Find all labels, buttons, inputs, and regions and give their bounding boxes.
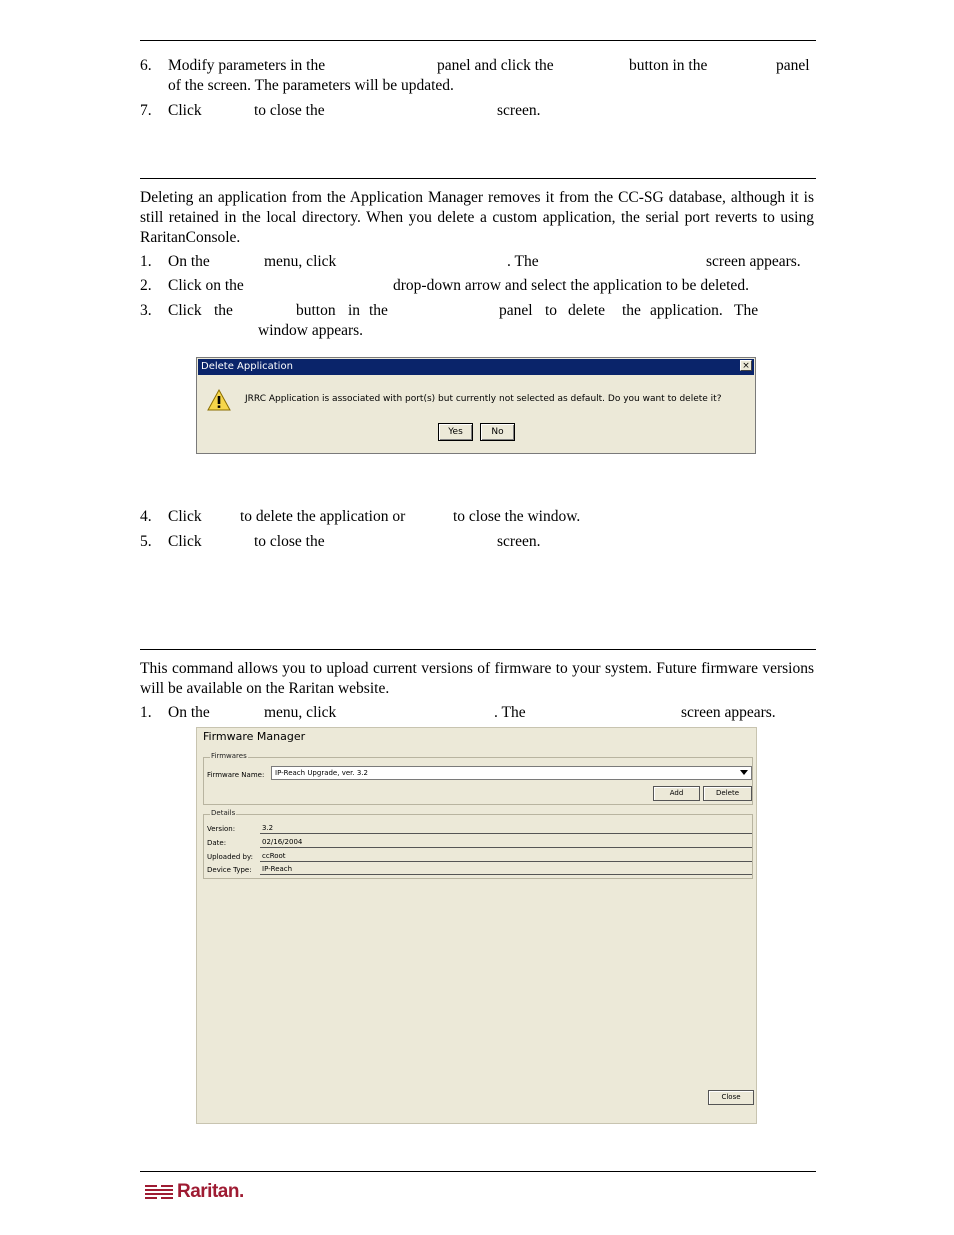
firmware-name-label: Firmware Name: bbox=[207, 771, 265, 779]
step-text: Click on the bbox=[168, 277, 244, 294]
date-field: 02/16/2004 bbox=[260, 837, 752, 848]
firmwares-group bbox=[203, 752, 753, 805]
step-text: to close the bbox=[254, 102, 325, 119]
details-group bbox=[203, 809, 753, 879]
close-button[interactable]: Close bbox=[708, 1090, 754, 1105]
step-text: Click bbox=[168, 102, 202, 119]
step-text: screen appears. bbox=[706, 253, 801, 270]
uploaded-by-field: ccRoot bbox=[260, 851, 752, 862]
step-text: panel bbox=[776, 57, 810, 74]
step-text: application. bbox=[650, 302, 723, 319]
step-number: 1. bbox=[140, 704, 152, 721]
close-icon[interactable]: × bbox=[740, 360, 752, 371]
firmware-manager-panel bbox=[196, 727, 757, 1124]
firmware-name-value: IP-Reach Upgrade, ver. 3.2 bbox=[275, 769, 368, 777]
step-text: panel bbox=[499, 302, 533, 319]
group-label: Firmwares bbox=[211, 752, 247, 760]
step-number: 6. bbox=[140, 57, 152, 74]
group-label: Details bbox=[211, 809, 236, 817]
step-text: menu, click bbox=[264, 704, 337, 721]
delete-button[interactable]: Delete bbox=[703, 786, 752, 801]
footer-rule bbox=[140, 1171, 816, 1172]
dialog-message: JRRC Application is associated with port(s) but currently not selected as default. Do you want to delete it? bbox=[245, 394, 722, 404]
step-text: menu, click bbox=[264, 253, 337, 270]
step-text: the bbox=[622, 302, 641, 319]
warning-icon bbox=[207, 388, 231, 412]
step-text: button in the bbox=[629, 57, 708, 74]
step-text: delete bbox=[568, 302, 606, 319]
step-text: Click bbox=[168, 302, 202, 319]
step-text: drop-down arrow and select the application to be deleted. bbox=[393, 277, 749, 294]
step-text: the bbox=[369, 302, 388, 319]
step-text: Modify parameters in the bbox=[168, 57, 326, 74]
step-text: window appears. bbox=[258, 322, 364, 339]
step-text: of the screen. The parameters will be updated. bbox=[168, 77, 454, 94]
detail-label: Uploaded by: bbox=[207, 853, 253, 861]
step-number: 5. bbox=[140, 533, 152, 550]
section-rule bbox=[140, 649, 816, 650]
step-text: screen. bbox=[497, 533, 541, 550]
step-text: panel and click the bbox=[437, 57, 554, 74]
logo-text: Raritan. bbox=[177, 1181, 244, 1202]
delete-application-dialog bbox=[196, 357, 756, 454]
dialog-title: Delete Application bbox=[198, 359, 754, 375]
step-text: to bbox=[545, 302, 558, 319]
step-text: . The bbox=[494, 704, 526, 721]
step-number: 4. bbox=[140, 508, 152, 525]
step-text: to close the window. bbox=[453, 508, 581, 525]
no-button[interactable]: No bbox=[480, 423, 515, 441]
panel-title: Firmware Manager bbox=[203, 730, 306, 743]
version-field: 3.2 bbox=[260, 823, 752, 834]
section-rule bbox=[140, 178, 816, 179]
step-text: to delete the application or bbox=[240, 508, 406, 525]
step-text: On the bbox=[168, 253, 210, 270]
raritan-logo-icon bbox=[143, 1180, 175, 1204]
add-button[interactable]: Add bbox=[653, 786, 700, 801]
firmware-intro: This command allows you to upload current versions of firmware to your system. Future firmware versions will be available on the Raritan website. bbox=[140, 660, 814, 697]
firmware-name-dropdown[interactable] bbox=[271, 766, 752, 780]
step-text: in bbox=[348, 302, 361, 319]
step-text: Click bbox=[168, 508, 202, 525]
detail-label: Device Type: bbox=[207, 866, 252, 874]
step-text: Click bbox=[168, 533, 202, 550]
step-text: screen appears. bbox=[681, 704, 776, 721]
detail-label: Date: bbox=[207, 839, 227, 847]
delete-intro: Deleting an application from the Application Manager removes it from the CC-SG database, although it is still retained in the local directory. When you delete a custom application, the serial port reverts to using RaritanConsole. bbox=[140, 189, 814, 246]
step-number: 2. bbox=[140, 277, 152, 294]
top-rule bbox=[140, 40, 816, 41]
step-number: 3. bbox=[140, 302, 152, 319]
step-number: 7. bbox=[140, 102, 152, 119]
step-text: On the bbox=[168, 704, 210, 721]
step-text: The bbox=[734, 302, 759, 319]
step-text: screen. bbox=[497, 102, 541, 119]
step-text: to close the bbox=[254, 533, 325, 550]
step-number: 1. bbox=[140, 253, 152, 270]
step-text: . The bbox=[507, 253, 539, 270]
step-text: the bbox=[214, 302, 233, 319]
step-text: button bbox=[296, 302, 336, 319]
detail-label: Version: bbox=[207, 825, 236, 833]
raritan-logo bbox=[143, 1180, 253, 1204]
chevron-down-icon[interactable] bbox=[740, 770, 748, 775]
yes-button[interactable]: Yes bbox=[438, 423, 473, 441]
device-type-field: IP-Reach bbox=[260, 864, 752, 875]
